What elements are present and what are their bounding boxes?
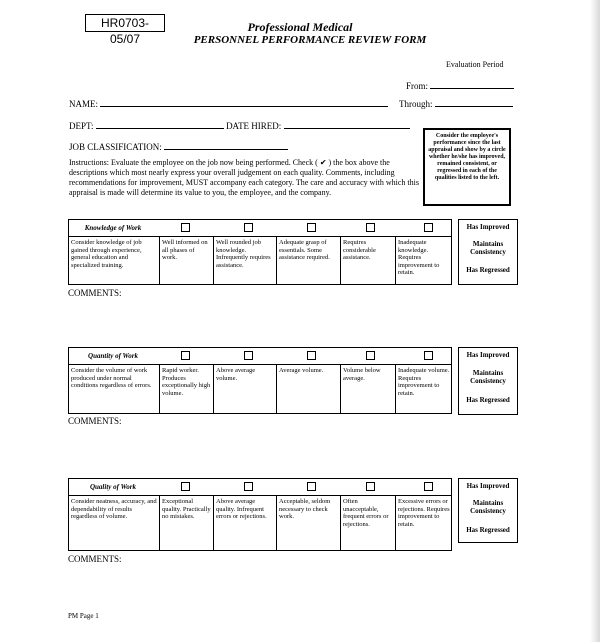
cell-rating-3: Acceptable, seldom necessary to check work. [277,496,341,550]
status-consistent[interactable]: Maintains Consistency [470,240,506,256]
dept-input[interactable] [96,120,224,129]
section-descriptions [68,364,452,414]
section-header [68,347,452,365]
section-quality-of-work [68,478,518,570]
cell-criteria: Consider the volume of work produced under normal conditions regardless of errors. [69,365,160,413]
status-box [458,478,518,543]
comments-label: COMMENTS: [68,416,122,426]
cell-rating-5: Excessive errors or rejections. Requires improvement to retain. [398,498,450,528]
status-regressed[interactable]: Has Regressed [466,396,510,404]
page-footer: PM Page 1 [68,612,99,620]
cell-rating-5: Inadequate knowledge. Requires improvement to retain. [398,239,440,276]
checkbox-rating-1[interactable] [181,223,190,232]
section-knowledge-of-work [68,219,518,311]
from-field [406,80,514,91]
section-quantity-of-work [68,347,518,429]
cell-rating-3: Average volume. [277,365,341,413]
date-hired-input[interactable] [284,120,410,129]
cell-rating-1: Well informed on all phases of work. [160,237,214,284]
status-improved[interactable]: Has Improved [466,223,510,231]
dept-label: DEPT: [69,121,94,131]
section-title: Quality of Work [89,483,137,491]
name-field [69,98,388,109]
through-field [399,98,513,109]
section-title: Quantity of Work [88,352,138,360]
cell-rating-3: Adequate grasp of essentials. Some assistance required. [277,237,341,284]
status-box [458,219,518,285]
cell-rating-1: Exceptional quality. Practically no mistakes. [160,496,214,550]
status-regressed[interactable]: Has Regressed [466,266,510,274]
section-descriptions [68,236,452,285]
checkbox-rating-4[interactable] [366,351,375,360]
checkbox-rating-3[interactable] [307,223,316,232]
form-code-box: HR0703-05/07 [85,14,165,32]
status-improved[interactable]: Has Improved [466,351,510,359]
checkbox-rating-1[interactable] [181,351,190,360]
cell-rating-2: Well rounded job knowledge. Infrequently requires assistance. [214,237,277,284]
org-name: Professional Medical [247,20,353,34]
evaluation-period-label: Evaluation Period [446,60,504,69]
page-edge-shadow [590,0,600,642]
status-improved[interactable]: Has Improved [466,482,510,490]
cell-criteria: Consider knowledge of job gained through experience, general education and specialized training. [69,237,160,284]
dept-field [69,120,410,131]
cell-rating-5: Inadequate volume. Requires improvement to retain. [398,367,450,397]
comments-label: COMMENTS: [68,288,122,298]
consider-note-box: Consider the employee's performance since the last appraisal and show by a circle whether he/she has improved, remained consistent, or regressed in each of the qualities listed to the left. [423,128,511,206]
cell-rating-2: Above average volume. [214,365,277,413]
cell-rating-4: Requires considerable assistance. [341,237,396,284]
through-label: Through: [399,99,433,109]
job-class-label: JOB CLASSIFICATION: [69,142,162,152]
checkbox-rating-2[interactable] [244,223,253,232]
cell-criteria: Consider neatness, accuracy, and dependability of results regardless of volume. [69,496,160,550]
cell-rating-2: Above average quality. Infrequent errors or rejections. [214,496,277,550]
cell-rating-4: Volume below average. [341,365,396,413]
job-class-field [69,141,288,152]
checkbox-rating-2[interactable] [244,482,253,491]
checkbox-rating-5[interactable] [424,482,433,491]
through-input[interactable] [435,98,513,107]
comments-label: COMMENTS: [68,554,122,564]
form-title: PERSONNEL PERFORMANCE REVIEW FORM [193,34,427,46]
section-title: Knowledge of Work [84,224,142,232]
checkbox-rating-3[interactable] [307,351,316,360]
name-label: NAME: [69,99,98,109]
checkbox-rating-4[interactable] [366,482,375,491]
from-input[interactable] [430,80,514,89]
section-header [68,219,452,237]
cell-rating-4: Often unacceptable, frequent errors or rejections. [341,496,396,550]
checkbox-rating-1[interactable] [181,482,190,491]
job-class-input[interactable] [164,141,288,150]
checkbox-rating-4[interactable] [366,223,375,232]
status-consistent[interactable]: Maintains Consistency [470,499,506,515]
name-input[interactable] [100,98,388,107]
checkbox-rating-3[interactable] [307,482,316,491]
checkbox-rating-5[interactable] [424,351,433,360]
section-descriptions [68,495,452,551]
status-box [458,347,518,415]
cell-rating-1: Rapid worker. Produces exceptionally high volume. [160,365,214,413]
section-header [68,478,452,496]
date-hired-label: DATE HIRED: [226,121,282,131]
instructions-text: Instructions: Evaluate the employee on the job now being performed. Check ( ✔ ) the box above the descriptions which most nearly express your overall judgement on each quality. Comments, including recommendations for improvement, MUST accompany each category. The care and accuracy with which this appraisal is made will determine its value to you, the employee, and the company. [69,158,419,197]
status-consistent[interactable]: Maintains Consistency [470,369,506,385]
status-regressed[interactable]: Has Regressed [466,526,510,534]
checkbox-rating-5[interactable] [424,223,433,232]
checkbox-rating-2[interactable] [244,351,253,360]
from-label: From: [406,81,429,91]
